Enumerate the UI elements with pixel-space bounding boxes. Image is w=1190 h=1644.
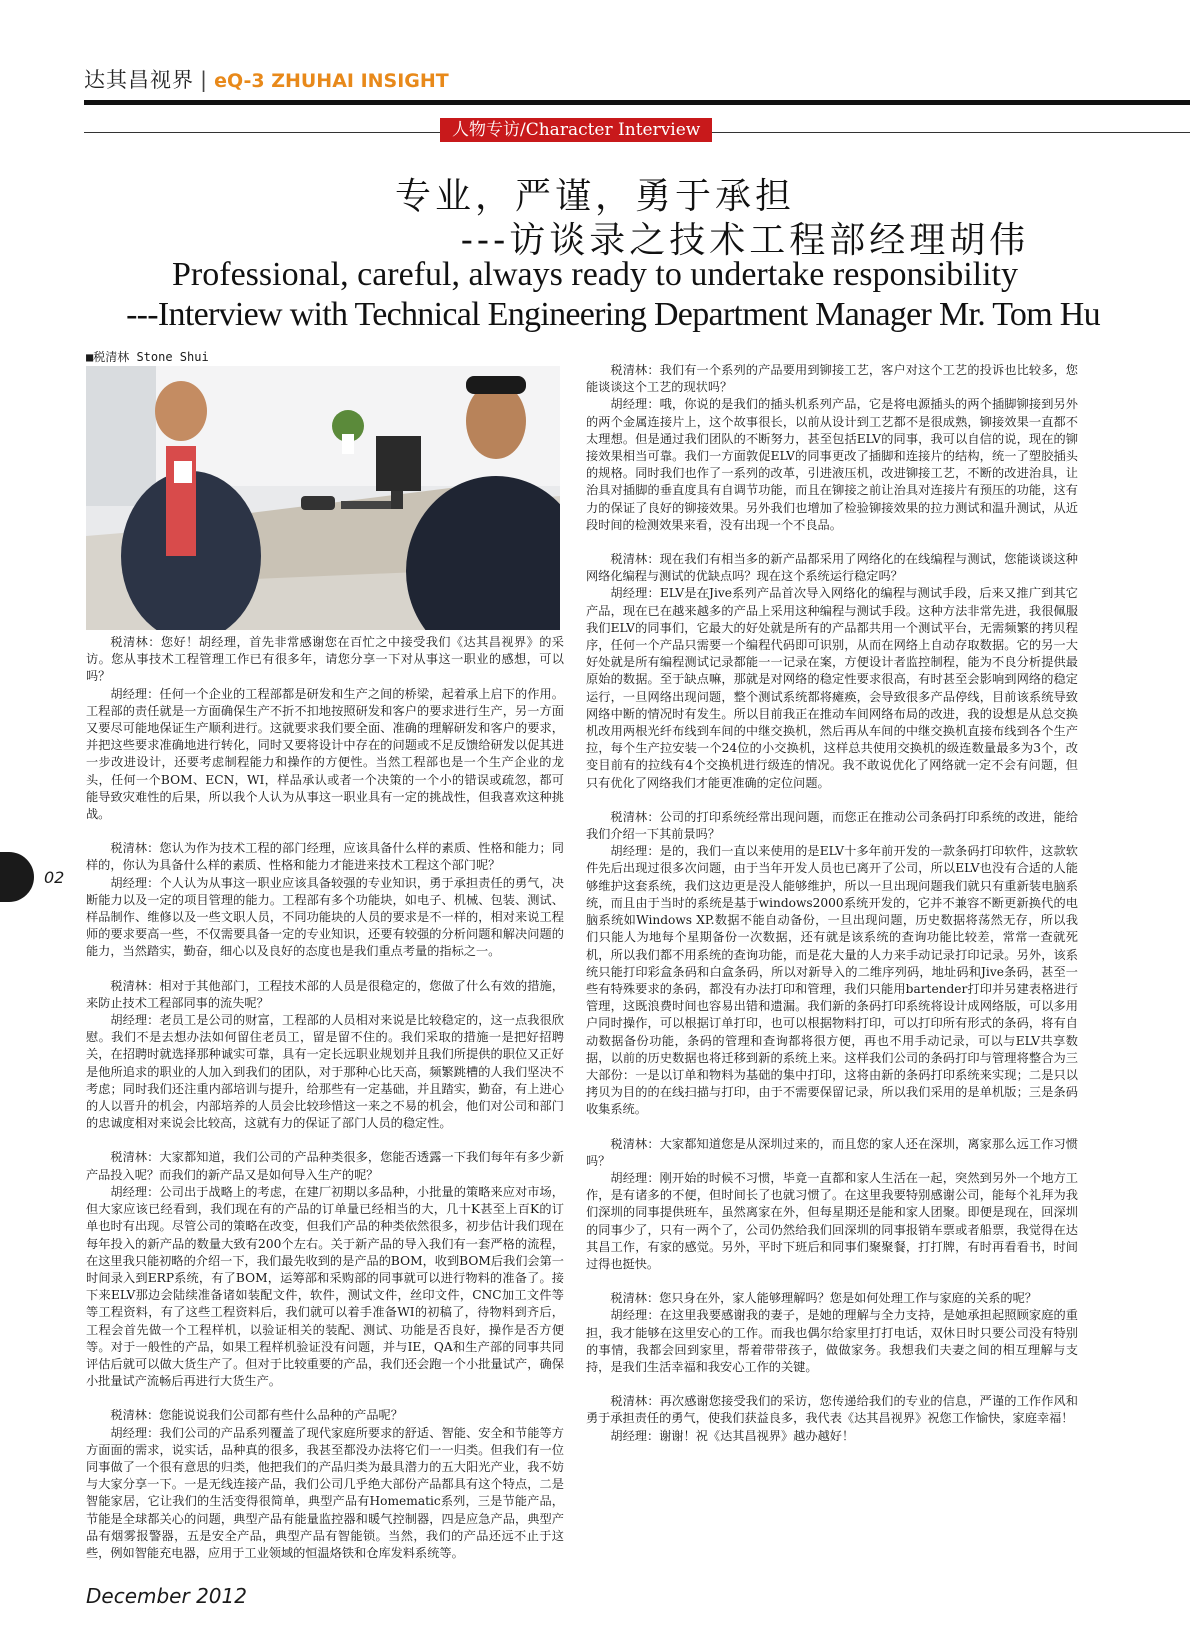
article-paragraph: 税清林：再次感谢您接受我们的采访，您传递给我们的专业的信息，严谨的工作作风和勇于承担责任的勇气，使我们获益良多，我代表《达其昌视界》祝您工作愉快，家庭幸福！ [586, 1394, 1078, 1426]
article-left-column [86, 634, 564, 1562]
article-paragraph: 胡经理：刚开始的时候不习惯，毕竟一直都和家人生活在一起，突然到另外一个地方工作，是有诸多的不便，但时间长了也就习惯了。在这里我要特别感谢公司，能每个礼拜为我们深圳的同事提供班车，虽然离家在外，但每星期还是能和家人团聚。即便是现在，回深圳的同事少了，只有一两个了，公司仍然给我们回深圳的同事报销车票或者船票，我觉得在达其昌工作，有家的感觉。另外，平时下班后和同事们聚聚餐，打打牌，有时再看看书，时间过得也挺快。 [586, 1170, 1078, 1271]
article-paragraph: 胡经理：我们公司的产品系列覆盖了现代家庭所要求的舒适、智能、安全和节能等方方面面的需求，说实话，品种真的很多，我甚至都没办法将它们一一归类。但我们有一位同事做了一个很有意思的归类，他把我们的产品归类为最具潜力的五大阳光产业，我不妨与大家分享一下。一是无线连接产品，我们公司几乎绝大部份产品都具有这个特点，二是智能家居，它让我们的生活变得很简单，典型产品有Homematic系列，三是节能产品，节能是全球都关心的问题，典型产品有能量监控器和暖气控制器，四是应急产品，典型产品有烟雾报警器，五是安全产品，典型产品有智能锁。当然，我们的产品还远不止于这些，例如智能充电器，应用于工业领域的恒温烙铁和仓库发料系统等。 [86, 1425, 564, 1560]
page-number-tab [0, 852, 34, 902]
article-paragraph: 税清林：大家都知道，我们公司的产品种类很多，您能否透露一下我们每年有多少新产品投入呢？而我们的新产品又是如何导入生产的呢？ [86, 1150, 564, 1182]
article-paragraph: 胡经理：任何一个企业的工程部都是研发和生产之间的桥梁，起着承上启下的作用。工程部的责任就是一方面确保生产不折不扣地按照研发和客户的要求进行生产，另一方面又要尽可能地保证生产顺利进行。这就要求我们要全面、准确的理解研发和客户的要求，并把这些要求准确地进行转化，同时又要将设计中存在的问题或不足反馈给研发以促其进一步改进设计，还要考虑制程能力和操作的方便性。当然工程部也是一个生产企业的龙头，任何一个BOM、ECN，WI，样品承认或者一个决策的一个小的错误或疏忽，都可能导致灾难性的后果，所以我个人认为从事这一职业具有一定的挑战性，但我喜欢这种挑战。 [86, 686, 564, 822]
byline: ■税清林 Stone Shui [86, 350, 209, 364]
article-paragraph: 胡经理：老员工是公司的财富，工程部的人员相对来说是比较稳定的，这一点我很欣慰。我们不是去想办法如何留住老员工，留是留不住的。我们采取的措施一是把好招聘关，在招聘时就选择那种诚实可靠，具有一定长远职业规划并且我们所提供的职位又正好是他所追求的职业的人加入到我们的团队，对于那种心比天高，频繁跳槽的人我们坚决不考虑；同时我们还注重内部培训与提升，给那些有一定基础，并且踏实，勤奋，有上进心的人以晋升的机会，内部培养的人员会比较珍惜这一来之不易的机会，他们对公司和部门的忠诚度相对来说会比较高，这就有力的保证了部门人员的稳定性。 [86, 1013, 564, 1131]
article-paragraph: 胡经理：个人认为从事这一职业应该具备较强的专业知识，勇于承担责任的勇气，决断能力以及一定的项目管理的能力。工程部有多个功能块，如电子、机械、包装、测试、样品制作、维修以及一些文职人员，不同功能块的人员的要求是不一样的，相对来说工程师的要求要高一些，不仅需要具备一定的专业知识，还要有较强的分析问题和解决问题的能力，当然踏实，勤奋，细心以及良好的态度也是我们重点考量的指标之一。 [86, 875, 564, 959]
article-paragraph: 税清林：您能说说我们公司都有些什么品种的产品呢？ [110, 1408, 403, 1423]
article-paragraph: 胡经理：是的，我们一直以来使用的是ELV十多年前开发的一款条码打印软件，这款软件先后出现过很多次问题，由于当年开发人员也已离开了公司，所以ELV也没有合适的人能够维护这套系统，我们这边更是没人能够维护，所以一旦出现问题我们就只有重新装电脑系统，而且由于当时的系统是基于windows2000系统开发的，它并不兼容不断更新换代的电脑系统如Windows XP.数据不能自动备份，一旦出现问题，历史数据将荡然无存，所以我们只能人为地每个星期备份一次数据，还有就是该系统的查询功能比较差，常常一查就死机，所以我们都不用系统的查询功能，而是花大量的人力来手动记录打印记录。另外，该系统只能打印彩盒条码和白盒条码，所以对新导入的二维序列码，地址码和Jive条码，甚至一些有特殊要求的条码，都没有办法打印和管理，我们只能用bartender打印并另建表格进行管理，这既浪费时间也容易出错和遗漏。我们新的条码打印系统将设计成网络版，可以多用户同时操作，可以根据订单打印，也可以根据物料打印，可以打印所有形式的条码，将有自动数据备份功能，条码的管理和查询都将很方便，再也不用手动记录，可以与ELV共享数据，以前的历史数据也将迁移到新的系统上来。这样我们公司的条码打印与管理将整合为三大部份：一是以订单和物料为基础的集中打印，这将由新的条码打印系统来实现；二是只以拷贝为目的的在线扫描与打印，由于不需要保留记录，所以我们采用的是单机版；三是条码收集系统。 [586, 844, 1078, 1117]
article-paragraph: 胡经理：谢谢！祝《达其昌视界》越办越好！ [610, 1428, 855, 1443]
interview-photo [86, 366, 560, 630]
header-separator: | [200, 68, 209, 92]
page-number: 02 [44, 868, 65, 887]
article-paragraph: 税清林：我们有一个系列的产品要用到铆接工艺，客户对这个工艺的投诉也比较多，您能谈谈这个工艺的现状吗？ [586, 363, 1078, 395]
magazine-header [84, 64, 449, 94]
article-paragraph: 胡经理：公司出于战略上的考虑，在建厂初期以多品种，小批量的策略来应对市场，但大家应该已经看到，我们现在有的产品的订单量已经相当的大，几十K甚至上百K的订单也时有出现。尽管公司的策略在改变，但我们产品的种类依然很多，初步估计我们现在每年投入的新产品的数量大致有200个左右。关于新产品的导入我们有一套严格的流程，在这里我只能初略的介绍一下，我们最先收到的是产品的BOM，收到BOM后我们会第一时间录入到ERP系统，有了BOM，运筹部和采购部的同事就可以进行物料的准备了。接下来ELV那边会陆续准备诸如装配文件，软件，测试文件，丝印文件，CNC加工文件等等工程资料，有了这些工程资料后，我们就可以着手准备WI的初稿了，待物料到齐后，工程会首先做一个工程样机，以验证相关的装配、测试、功能是否良好，操作是否方便等。对于一般性的产品，如果工程样机验证没有问题，并与IE，QA和生产部的同事共同评估后就可以做大货生产了。但对于比较重要的产品，我们还会跑一个小批量试产，确保小批量试产流畅后再进行大货生产。 [86, 1184, 564, 1389]
article-paragraph: 税清林：您认为作为技术工程的部门经理，应该具备什么样的素质、性格和能力；同样的，你认为具备什么样的素质、性格和能力才能进来技术工程这个部门呢？ [86, 841, 564, 873]
magazine-name-cn: 达其昌视界 [84, 68, 194, 92]
header-rule [84, 100, 1190, 105]
article-paragraph: 税清林：现在我们有相当多的新产品都采用了网络化的在线编程与测试，您能谈谈这种网络化编程与测试的优缺点吗？现在这个系统运行稳定吗？ [586, 552, 1078, 584]
issue-date: December 2012 [86, 1584, 247, 1608]
title-en-line2: ---Interview with Technical Engineering Department Manager Mr. Tom Hu [126, 296, 1100, 333]
section-tag: 人物专访/Character Interview [440, 118, 712, 142]
article-paragraph: 税清林：大家都知道您是从深圳过来的，而且您的家人还在深圳，离家那么远工作习惯吗？ [586, 1136, 1078, 1168]
title-cn-line1: 专业，严谨，勇于承担 [394, 176, 795, 217]
magazine-name-en: eQ-3 ZHUHAI INSIGHT [214, 70, 449, 92]
article-paragraph: 税清林：相对于其他部门，工程技术部的人员是很稳定的，您做了什么有效的措施，来防止技术工程部同事的流失呢？ [86, 978, 564, 1010]
article-paragraph: 税清林：您好！胡经理，首先非常感谢您在百忙之中接受我们《达其昌视界》的采访。您从事技术工程管理工作已有很多年，请您分享一下对从事这一职业的感想，可以吗？ [86, 635, 564, 684]
article-right-column [586, 362, 1078, 1445]
title-en-line1: Professional, careful, always ready to undertake responsibility [172, 256, 1018, 293]
article-paragraph: 税清林：您只身在外，家人能够理解吗？您是如何处理工作与家庭的关系的呢？ [610, 1291, 1037, 1306]
title-cn-line2: ---访谈录之技术工程部经理胡伟 [460, 220, 1030, 261]
article-paragraph: 税清林：公司的打印系统经常出现问题，而您正在推动公司条码打印系统的改进，能给我们介绍一下其前景吗？ [586, 809, 1078, 842]
article-paragraph: 胡经理：ELV是在Jive系列产品首次导入网络化的编程与测试手段，后来又推广到其它产品，现在已在越来越多的产品上采用这种编程与测试手段。这种方法非常先进，我很佩服我们ELV的同事们，它最大的好处就是所有的产品都共用一个测试平台，无需频繁的拷贝程序，任何一个产品只需要一个编程代码即可识别，从而在网络上自动存取数据。它的另一大好处就是所有编程测试记录都能一一记录在案，方便设计者监控制程，能为不良分析提供最原始的数据。至于缺点嘛，那就是对网络的稳定性要求很高，有时甚至会影响到网络的稳定运行，一旦网络出现问题，整个测试系统都将瘫痪，会导致很多产品停线，目前该系统导致网络中断的情况时有发生。所以目前我正在推动车间网络布局的改进，我的设想是从总交换机改用两根光纤布线到车间的中继交换机，然后再从车间的中继交换机直接布线到各个生产拉，每个生产拉安装一个24位的小交换机，这样总共使用交换机的级连数量最多为3个，改变目前有的拉线有4个交换机进行级连的情况。我不敢说优化了网络就一定不会有问题，但只有优化了网络我们才能更准确的定位问题。 [586, 586, 1078, 790]
article-paragraph: 胡经理：在这里我要感谢我的妻子，是她的理解与全力支持，是她承担起照顾家庭的重担，我才能够在这里安心的工作。而我也偶尔给家里打打电话，双休日时只要公司没有特别的事情，我都会回到家里，帮着带带孩子，做做家务。我想我们夫妻之间的相互理解与支持，是我们生活幸福和我安心工作的关键。 [586, 1308, 1078, 1374]
article-paragraph: 胡经理：哦，你说的是我们的插头机系列产品，它是将电源插头的两个插脚铆接到另外的两个金属连接片上，这个故事很长，以前从设计到工艺都不是很成熟，铆接效果一直都不太理想。但是通过我们团队的不断努力，甚至包括ELV的同事，我可以自信的说，现在的铆接效果相当可靠。我们一方面敦促ELV的同事更改了插脚和连接片的结构，统一了塑胶插头的规格。同时我们也作了一系列的改革，引进液压机，改进铆接工艺，不断的改进治具，让治具对插脚的垂直度具有自调节功能，而且在铆接之前让治具对连接片有预压的功能，这有力的保证了良好的铆接效果。另外我们也增加了检验铆接效果的拉力测试和温升测试，从近段时间的检测效果来看，没有出现一个不良品。 [586, 397, 1078, 532]
